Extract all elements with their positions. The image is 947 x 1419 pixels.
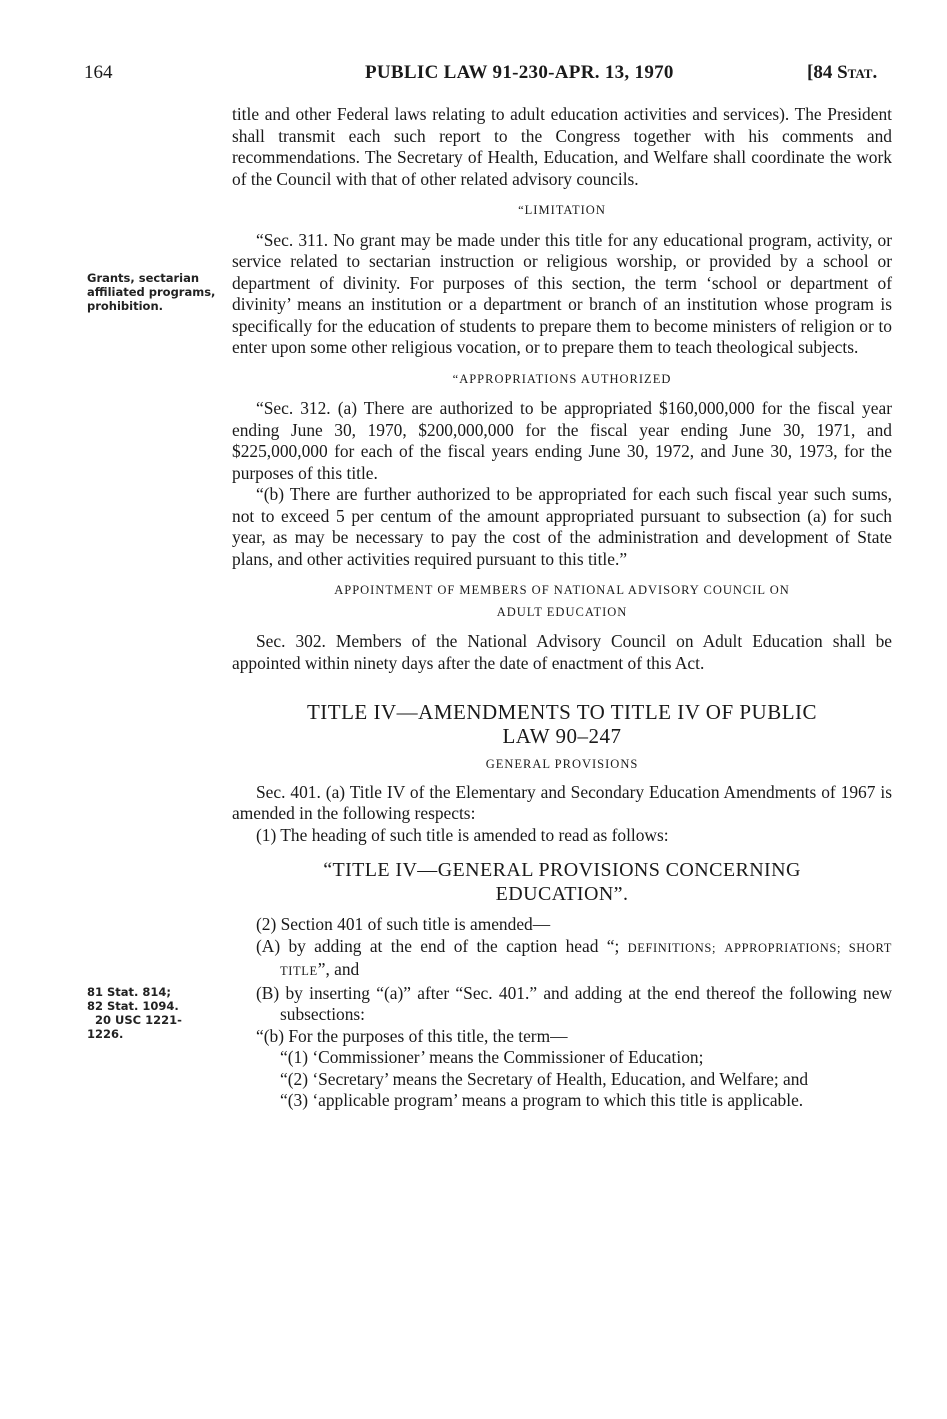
title-iv-heading-line-1: TITLE IV—AMENDMENTS TO TITLE IV OF PUBLIC [306,700,818,724]
margin-note-stat-4: 1226. [87,1027,124,1041]
margin-note-statutes [87,985,217,1041]
item-A-text: (A) by adding at the end of the caption head “; [256,935,628,956]
stat-reference [807,62,877,84]
heading-appropriations: “APPROPRIATIONS AUTHORIZED [452,371,672,386]
paragraph-item-B: (B) by inserting “(a)” after “Sec. 401.” and adding at the end thereof the following new subsections: [256,982,892,1024]
heading-general-provisions: GENERAL PROVISIONS [485,757,639,771]
margin-note-grants: Grants, sectarian affiliated programs, prohibition. [87,271,216,313]
item-A-end: ”, and [317,959,360,979]
running-head: PUBLIC LAW 91-230-APR. 13, 1970 [365,62,674,83]
paragraph-item-2: (2) Section 401 of such title is amended— [256,914,551,934]
margin-note-stat-1: 81 Stat. 814; [87,985,172,999]
item-A-caption-2: APPROPRIATIONS; SHORT TITLE [280,940,892,978]
heading-appointment-line-1: APPOINTMENT OF MEMBERS OF NATIONAL ADVISORY COUNCIL ON [334,583,790,597]
paragraph-sec-312-a: “Sec. 312. (a) There are authorized to be appropriated $160,000,000 for the fiscal year ending June 30, 1970, $200,000,000 for the fiscal year ending June 30, 1971, and $225,000,000 for each of the fiscal years ending June 30, 1972, and June 30, 1973, for the purposes of this title. [232,398,892,483]
item-A-caption-1: DEFINITIONS; [627,940,717,955]
paragraph-intro: title and other Federal laws relating to adult education activities and services). The President shall transmit each such report to the Congress together with his comments and recommendations. The Secretary of Health, Education, and Welfare shall coordinate the work of the Council with that of other related advisory councils. [232,104,892,189]
quoted-title-line-2: EDUCATION”. [495,883,629,905]
quoted-title-line-1: “TITLE IV—GENERAL PROVISIONS CONCERNING [323,859,801,881]
paragraph-definition-2: “(2) ‘Secretary’ means the Secretary of Health, Education, and Welfare; and [280,1068,809,1089]
paragraph-item-A [232,936,892,983]
paragraph-sec-311: “Sec. 311. No grant may be made under this title for any educational program, activity, or service related to sectarian instruction or religious worship, or provided by a school or department of divinity. For purposes of this section, the term ‘school or department of divinity’ means an institution or a department or branch of an institution whose program is specifically for the education of students to prepare them to become ministers of religion or to enter upon some other religious vocation, or to prepare them to teach theological subjects. [232,229,892,357]
paragraph-sec-302: Sec. 302. Members of the National Advisory Council on Adult Education shall be appointed within ninety days after the date of enactment of this Act. [232,631,892,673]
stat-prefix: [84 [807,62,838,83]
margin-note-stat-2: 82 Stat. 1094. [87,999,179,1013]
title-iv-heading-line-2: LAW 90–247 [502,724,622,748]
paragraph-subsection-b: “(b) For the purposes of this title, the term— [256,1025,568,1046]
page-number: 164 [84,62,113,83]
margin-note-stat-3: 20 USC 1221- [95,1013,182,1027]
stat-label: Stat. [837,62,878,83]
paragraph-sec-401-a: Sec. 401. (a) Title IV of the Elementary and Secondary Education Amendments of 1967 is amended in the following respects: [232,781,892,823]
paragraph-definition-3: “(3) ‘applicable program’ means a program to which this title is applicable. [280,1090,804,1110]
paragraph-sec-312-b: “(b) There are further authorized to be appropriated for each such fiscal year such sums, not to exceed 5 per centum of the amount appropriated pursuant to subsection (a) for such year, as may be necessary to pay the cost of the administration and development of State plans, and other activities required pursuant to this title.” [232,484,892,569]
paragraph-definition-1: “(1) ‘Commissioner’ means the Commissioner of Education; [280,1047,704,1067]
heading-limitation: “LIMITATION [518,203,606,217]
heading-appointment-line-2: ADULT EDUCATION [496,604,628,619]
document-body [232,104,892,1112]
paragraph-item-1: (1) The heading of such title is amended to read as follows: [256,824,669,845]
